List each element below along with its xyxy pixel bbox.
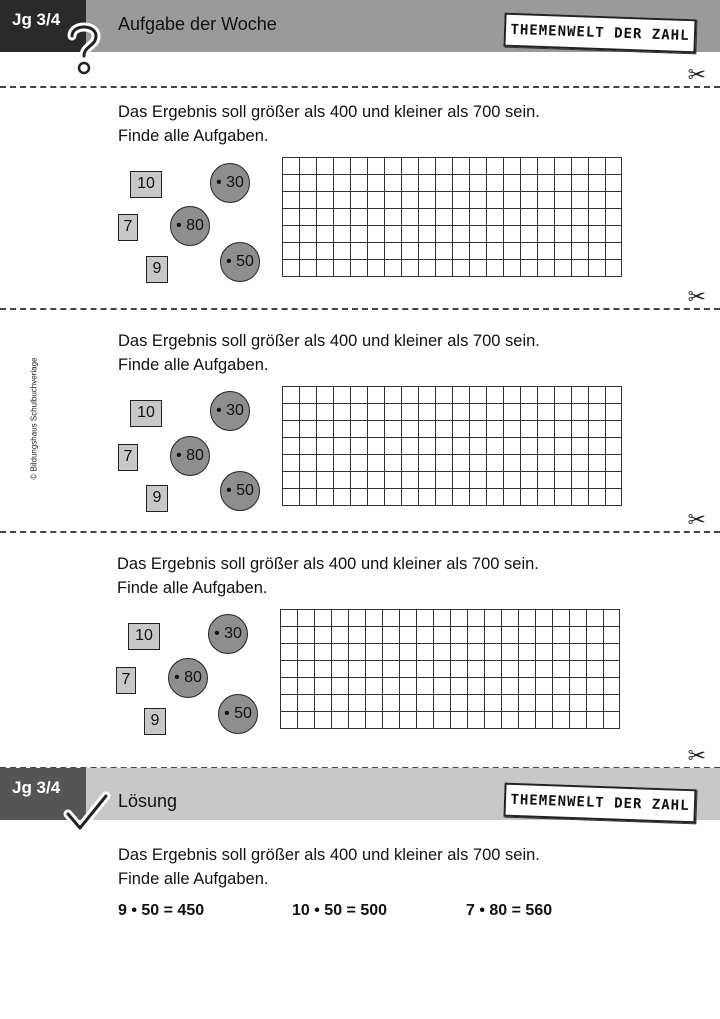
multiplier-circle: • 30 [210,163,250,203]
scissors-icon: ✂ [687,62,706,87]
task-instruction: Das Ergebnis soll größer als 400 und kleiner als 700 sein. Finde alle Aufgaben. [118,103,540,145]
number-square: 10 [130,400,162,427]
multiplier-circle: • 50 [220,471,260,511]
scissors-icon: ✂ [687,284,706,309]
multiplier-circle: • 50 [220,242,260,282]
answer-grid[interactable] [280,609,620,729]
multiplier-circle: • 80 [168,658,208,698]
multiplier-circle: • 50 [218,694,258,734]
solution-answer: 10 • 50 = 500 [292,902,388,919]
number-square: 9 [144,708,166,735]
solution-answer: 7 • 80 = 560 [466,902,553,919]
number-square: 10 [130,171,162,198]
number-square: 10 [128,623,160,650]
task-instruction: Das Ergebnis soll größer als 400 und kleiner als 700 sein. Finde alle Aufgaben. [118,332,540,374]
multiplier-circle: • 30 [208,614,248,654]
number-square: 7 [118,444,138,471]
scissors-icon: ✂ [687,743,706,768]
grade-label: Jg 3/4 [0,768,86,820]
multiplier-circle: • 80 [170,436,210,476]
task-instruction: Das Ergebnis soll größer als 400 und kleiner als 700 sein. Finde alle Aufgaben. [117,555,539,597]
cut-line [0,531,720,533]
cut-line [0,86,720,88]
solution-answer: 9 • 50 = 450 [118,902,205,919]
number-square: 7 [116,667,136,694]
number-square: 9 [146,485,168,512]
question-mark-icon [64,20,104,76]
multiplier-circle: • 80 [170,206,210,246]
answer-grid[interactable] [282,386,622,506]
checkmark-icon [62,788,112,836]
cut-line [0,308,720,310]
solution-instruction: Das Ergebnis soll größer als 400 und kleiner als 700 sein. Finde alle Aufgaben. [118,846,540,888]
number-square: 7 [118,214,138,241]
scissors-icon: ✂ [687,507,706,532]
theme-badge: THEMENWELT DER ZAHL [503,783,696,824]
multiplier-circle: • 30 [210,391,250,431]
theme-badge: THEMENWELT DER ZAHL [503,13,696,54]
copyright-credit: © Bildungshaus Schulbuchverlage [29,357,39,480]
page-title: Aufgabe der Woche [118,14,277,34]
answer-grid[interactable] [282,157,622,277]
grade-label: Jg 3/4 [0,0,86,52]
number-square: 9 [146,256,168,283]
solution-title: Lösung [118,791,178,811]
